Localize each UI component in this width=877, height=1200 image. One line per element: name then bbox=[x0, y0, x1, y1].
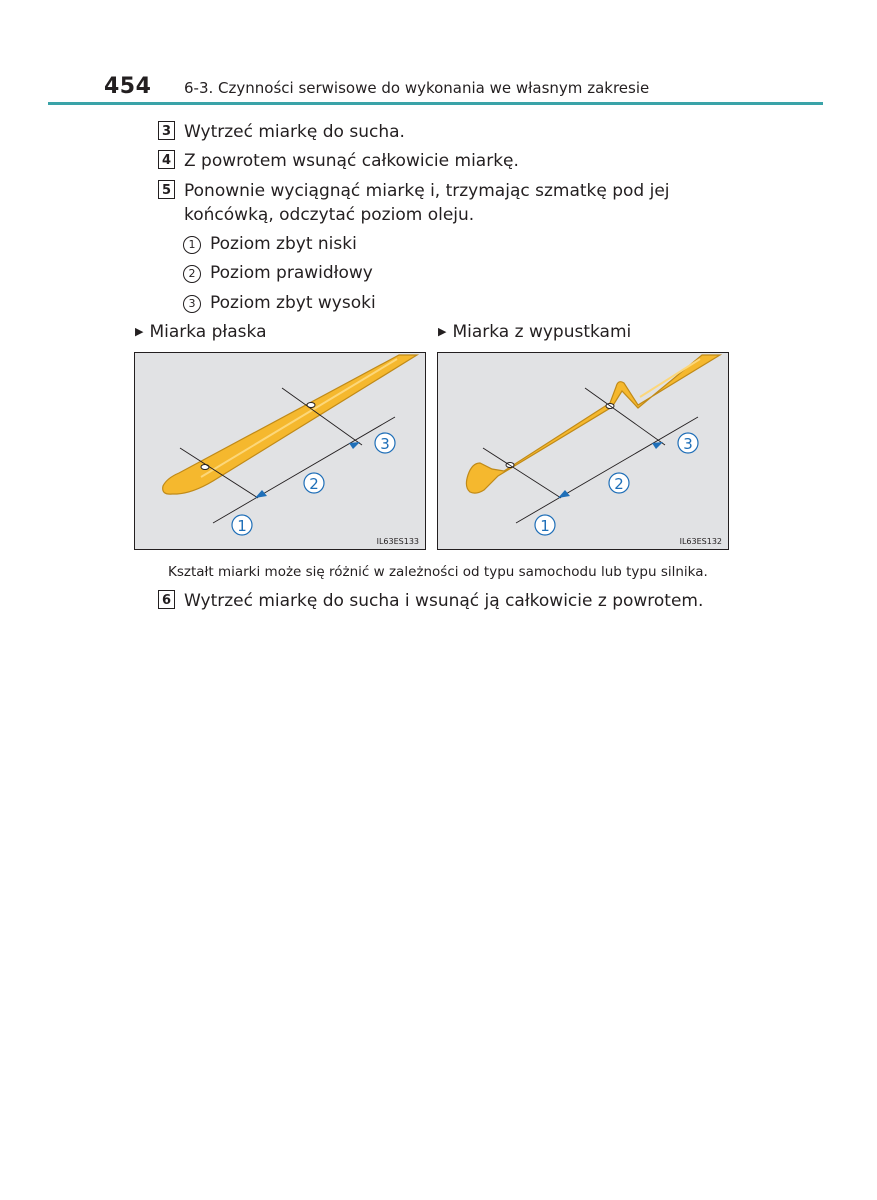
section-title: 6-3. Czynności serwisowe do wykonania we własnym zakresie bbox=[184, 79, 650, 97]
callout-2: 2 bbox=[614, 475, 624, 493]
figure-caption: Kształt miarki może się różnić w zależności od typu samochodu lub typu silnika. bbox=[168, 564, 708, 580]
circled-number: 2 bbox=[183, 265, 201, 283]
arrow-high bbox=[652, 442, 663, 449]
level-item-2 bbox=[183, 261, 373, 285]
callout-1: 1 bbox=[237, 517, 247, 535]
level-hole-low bbox=[201, 465, 209, 470]
range-line bbox=[516, 417, 698, 523]
step-number-box: 3 bbox=[158, 121, 175, 140]
step-text: Ponownie wyciągnąć miarkę i, trzymając szmatkę pod jej końcówką, odczytać poziom oleju. bbox=[184, 181, 670, 225]
callout-1: 1 bbox=[540, 517, 550, 535]
step-4 bbox=[158, 149, 519, 173]
callout-3: 3 bbox=[683, 435, 693, 453]
step-3 bbox=[158, 120, 405, 144]
arrow-high bbox=[349, 442, 360, 449]
dipstick-shape bbox=[466, 355, 720, 493]
circled-number: 1 bbox=[183, 236, 201, 254]
step-number-box: 5 bbox=[158, 180, 175, 199]
step-text: Wytrzeć miarkę do sucha i wsunąć ją całkowicie z powrotem. bbox=[184, 591, 704, 611]
level-text: Poziom zbyt niski bbox=[210, 234, 357, 254]
step-text: Z powrotem wsunąć całkowicie miarkę. bbox=[184, 151, 519, 171]
range-line bbox=[213, 417, 395, 523]
callout-2: 2 bbox=[309, 475, 319, 493]
level-text: Poziom prawidłowy bbox=[210, 263, 373, 283]
level-item-3 bbox=[183, 291, 376, 315]
page-number: 454 bbox=[104, 74, 152, 99]
arrow-low bbox=[255, 490, 267, 498]
step-5 bbox=[158, 179, 764, 227]
figure-code: IL63ES132 bbox=[679, 537, 722, 546]
tabbed-dipstick-illustration bbox=[438, 353, 729, 550]
callout-3: 3 bbox=[380, 435, 390, 453]
circled-number: 3 bbox=[183, 295, 201, 313]
figure-tabbed-dipstick bbox=[437, 352, 729, 550]
step-text: Wytrzeć miarkę do sucha. bbox=[184, 122, 405, 142]
arrow-low bbox=[558, 490, 570, 498]
step-number-box: 6 bbox=[158, 590, 175, 609]
triangle-bullet-icon: ▶ bbox=[135, 325, 144, 338]
figure-label-tabbed bbox=[438, 320, 631, 344]
level-item-1 bbox=[183, 232, 357, 256]
header-rule bbox=[48, 102, 823, 105]
step-6 bbox=[158, 589, 703, 613]
figure-label-text: Miarka płaska bbox=[149, 322, 267, 342]
triangle-bullet-icon: ▶ bbox=[438, 325, 447, 338]
figure-label-flat bbox=[135, 320, 267, 344]
dipstick-highlight bbox=[640, 359, 700, 397]
step-number-box: 4 bbox=[158, 150, 175, 169]
dipstick-highlight bbox=[201, 359, 397, 477]
figure-code: IL63ES133 bbox=[376, 537, 419, 546]
level-text: Poziom zbyt wysoki bbox=[210, 293, 376, 313]
figure-label-text: Miarka z wypustkami bbox=[452, 322, 632, 342]
figure-flat-dipstick bbox=[134, 352, 426, 550]
flat-dipstick-illustration bbox=[135, 353, 426, 550]
